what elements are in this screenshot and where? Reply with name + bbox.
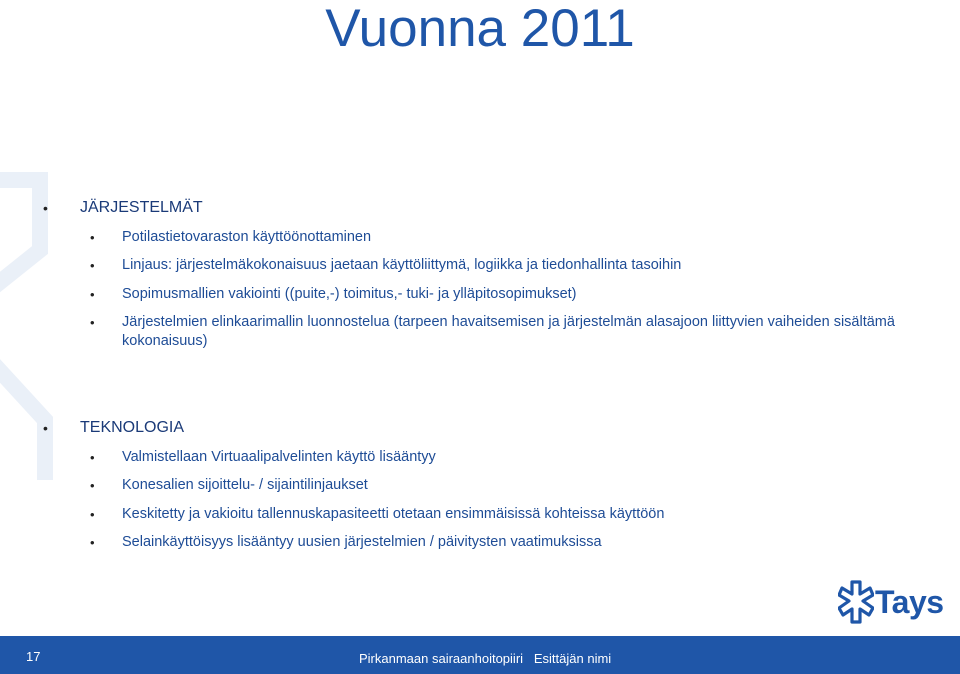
footer-bar: [0, 636, 960, 674]
bullet-icon: •: [43, 420, 48, 436]
bullet-icon: •: [90, 286, 95, 302]
list-item: [43, 313, 933, 351]
list-item: [43, 533, 933, 552]
list-item: [43, 228, 933, 247]
bullet-icon: •: [90, 229, 95, 245]
bullet-icon: •: [90, 449, 95, 465]
list-item: [43, 285, 933, 304]
bullet-icon: •: [90, 478, 95, 493]
item-text: Sopimusmallien vakiointi ((puite,-) toimitus,- tuki- ja ylläpitosopimukset): [122, 285, 577, 302]
section-heading: [43, 198, 933, 218]
slide-title: Vuonna 2011: [325, 0, 635, 58]
item-text: Potilastietovaraston käyttöönottaminen: [122, 228, 372, 245]
bullet-icon: •: [90, 258, 95, 273]
logo-text: Tays: [875, 584, 944, 620]
item-text: Valmistellaan Virtuaalipalvelinten käyttö lisääntyy: [122, 448, 436, 465]
bullet-icon: •: [90, 535, 95, 550]
star-of-life-icon: [838, 580, 874, 624]
tays-logo: [838, 580, 950, 628]
bullet-icon: •: [90, 506, 95, 522]
item-text: Linjaus: järjestelmäkokonaisuus jaetaan käyttöliittymä, logiikka ja tiedonhallinta tasoihin: [122, 257, 682, 273]
page-number: 17: [26, 649, 41, 664]
section-teknologia: [43, 418, 933, 552]
item-text: Selainkäyttöisyys lisääntyy uusien järjestelmien / päivitysten vaatimuksissa: [122, 534, 602, 550]
section-jarjestelmat: [43, 198, 933, 351]
item-text: Järjestelmien elinkaarimallin luonnostelua (tarpeen havaitsemisen ja järjestelmän alasajoon liittyvien vaiheiden sisältämä kokonaisuus): [122, 314, 895, 349]
heading-text: JÄRJESTELMÄT: [80, 199, 203, 216]
bullet-icon: •: [43, 200, 48, 216]
list-item: [43, 256, 933, 275]
section-heading: [43, 418, 933, 438]
list-item: [43, 476, 933, 495]
list-item: [43, 505, 933, 524]
footer-text: Pirkanmaan sairaanhoitopiiri Esittäjän nimi: [359, 651, 612, 666]
item-text: Keskitetty ja vakioitu tallennuskapasiteetti otetaan ensimmäisissä kohteissa käyttöön: [122, 505, 665, 522]
heading-text: TEKNOLOGIA: [80, 419, 185, 436]
list-item: [43, 448, 933, 467]
bullet-icon: •: [90, 315, 95, 330]
item-text: Konesalien sijoittelu- / sijaintilinjaukset: [122, 477, 368, 493]
